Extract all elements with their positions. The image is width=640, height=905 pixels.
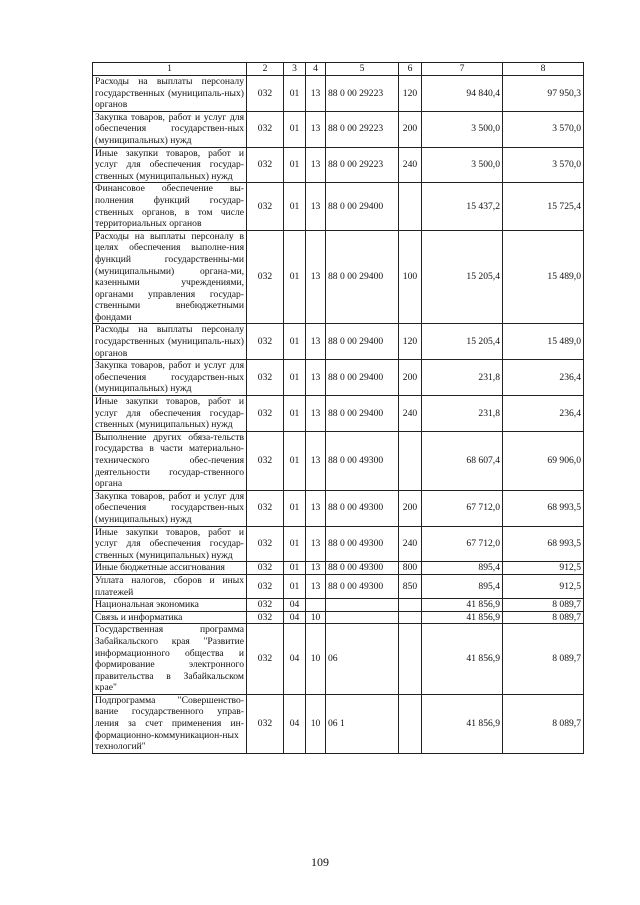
item-name: Закупка товаров, работ и услуг для обеспечения государствен-ных (муниципальных) нужд — [93, 111, 247, 147]
amount-year-1: 67 712,0 — [422, 526, 503, 562]
table-row — [93, 574, 584, 598]
table-row — [93, 111, 584, 147]
amount-year-1: 15 205,4 — [422, 324, 503, 360]
target-article-code — [326, 611, 399, 624]
amount-year-1: 67 712,0 — [422, 490, 503, 526]
target-article-code: 88 0 00 29400 — [326, 324, 399, 360]
target-article-code: 88 0 00 29400 — [326, 360, 399, 396]
section-code: 01 — [284, 76, 306, 112]
table-row — [93, 396, 584, 432]
amount-year-1: 3 500,0 — [422, 111, 503, 147]
ministry-code: 032 — [247, 490, 284, 526]
amount-year-1: 94 840,4 — [422, 76, 503, 112]
target-article-code: 88 0 00 49300 — [326, 526, 399, 562]
amount-year-1: 41 856,9 — [422, 599, 503, 612]
amount-year-1: 41 856,9 — [422, 611, 503, 624]
column-header: 4 — [306, 63, 326, 76]
subsection-code: 10 — [306, 694, 326, 753]
expense-type-code: 240 — [399, 396, 422, 432]
subsection-code — [306, 599, 326, 612]
target-article-code: 88 0 00 29400 — [326, 230, 399, 324]
table-row — [93, 611, 584, 624]
table-row — [93, 694, 584, 753]
ministry-code: 032 — [247, 624, 284, 695]
section-code: 01 — [284, 324, 306, 360]
subsection-code: 13 — [306, 183, 326, 230]
table-row — [93, 324, 584, 360]
table-row — [93, 360, 584, 396]
expense-type-code — [399, 599, 422, 612]
expense-type-code: 200 — [399, 111, 422, 147]
item-name: Национальная экономика — [93, 599, 247, 612]
table-row — [93, 562, 584, 575]
item-name: Иные закупки товаров, работ и услуг для обеспечения государ-ственных (муниципальных) нужд — [93, 147, 247, 183]
subsection-code: 10 — [306, 611, 326, 624]
expense-type-code — [399, 183, 422, 230]
target-article-code: 06 — [326, 624, 399, 695]
target-article-code: 06 1 — [326, 694, 399, 753]
target-article-code: 88 0 00 29223 — [326, 111, 399, 147]
target-article-code: 88 0 00 29223 — [326, 76, 399, 112]
subsection-code: 13 — [306, 76, 326, 112]
header-row — [93, 63, 584, 76]
expense-type-code — [399, 431, 422, 490]
expense-type-code: 240 — [399, 147, 422, 183]
amount-year-1: 68 607,4 — [422, 431, 503, 490]
target-article-code: 88 0 00 49300 — [326, 490, 399, 526]
section-code: 04 — [284, 599, 306, 612]
target-article-code: 88 0 00 29400 — [326, 396, 399, 432]
table-row — [93, 76, 584, 112]
expense-type-code: 850 — [399, 574, 422, 598]
item-name: Расходы на выплаты персоналу государственных (муниципаль-ных) органов — [93, 76, 247, 112]
amount-year-1: 41 856,9 — [422, 694, 503, 753]
subsection-code: 13 — [306, 431, 326, 490]
item-name: Расходы на выплаты персоналу государственных (муниципаль-ных) органов — [93, 324, 247, 360]
subsection-code: 10 — [306, 624, 326, 695]
section-code: 01 — [284, 147, 306, 183]
amount-year-2: 912,5 — [503, 562, 584, 575]
target-article-code: 88 0 00 49300 — [326, 574, 399, 598]
item-name: Иные закупки товаров, работ и услуг для обеспечения государ-ственных (муниципальных) нужд — [93, 526, 247, 562]
target-article-code: 88 0 00 49300 — [326, 431, 399, 490]
expense-type-code: 200 — [399, 490, 422, 526]
amount-year-1: 15 205,4 — [422, 230, 503, 324]
subsection-code: 13 — [306, 324, 326, 360]
amount-year-1: 231,8 — [422, 360, 503, 396]
ministry-code: 032 — [247, 230, 284, 324]
amount-year-1: 3 500,0 — [422, 147, 503, 183]
table-row — [93, 431, 584, 490]
expense-type-code — [399, 611, 422, 624]
amount-year-2: 15 489,0 — [503, 230, 584, 324]
ministry-code: 032 — [247, 599, 284, 612]
item-name: Закупка товаров, работ и услуг для обеспечения государствен-ных (муниципальных) нужд — [93, 490, 247, 526]
item-name: Финансовое обеспечение вы-полнения функций государ-ственных органов, в том числе территориальных органов — [93, 183, 247, 230]
column-header: 6 — [399, 63, 422, 76]
table-row — [93, 230, 584, 324]
item-name: Иные закупки товаров, работ и услуг для обеспечения государ-ственных (муниципальных) нужд — [93, 396, 247, 432]
section-code: 01 — [284, 396, 306, 432]
amount-year-2: 8 089,7 — [503, 611, 584, 624]
section-code: 01 — [284, 574, 306, 598]
amount-year-2: 8 089,7 — [503, 694, 584, 753]
expense-type-code: 100 — [399, 230, 422, 324]
table-row — [93, 526, 584, 562]
ministry-code: 032 — [247, 694, 284, 753]
section-code: 01 — [284, 183, 306, 230]
subsection-code: 13 — [306, 490, 326, 526]
table-row — [93, 490, 584, 526]
ministry-code: 032 — [247, 574, 284, 598]
section-code: 01 — [284, 111, 306, 147]
subsection-code: 13 — [306, 230, 326, 324]
target-article-code: 88 0 00 29223 — [326, 147, 399, 183]
table-row — [93, 624, 584, 695]
column-header: 2 — [247, 63, 284, 76]
ministry-code: 032 — [247, 360, 284, 396]
amount-year-1: 895,4 — [422, 562, 503, 575]
amount-year-2: 68 993,5 — [503, 526, 584, 562]
section-code: 04 — [284, 624, 306, 695]
expense-type-code: 800 — [399, 562, 422, 575]
table-row — [93, 599, 584, 612]
amount-year-2: 3 570,0 — [503, 111, 584, 147]
ministry-code: 032 — [247, 183, 284, 230]
item-name: Закупка товаров, работ и услуг для обеспечения государствен-ных (муниципальных) нужд — [93, 360, 247, 396]
column-header: 1 — [93, 63, 247, 76]
section-code: 04 — [284, 694, 306, 753]
section-code: 01 — [284, 230, 306, 324]
ministry-code: 032 — [247, 324, 284, 360]
amount-year-2: 15 725,4 — [503, 183, 584, 230]
page-number: 109 — [311, 855, 329, 869]
item-name: Государственная программа Забайкальского края "Развитие информационного общества и формирование электронного правительства в Забайкальском крае" — [93, 624, 247, 695]
amount-year-2: 912,5 — [503, 574, 584, 598]
subsection-code: 13 — [306, 574, 326, 598]
item-name: Подпрограмма "Совершенство-вание государственного управ-ления за счет применения ин-формационно-коммуникацион-ных технологий" — [93, 694, 247, 753]
target-article-code: 88 0 00 49300 — [326, 562, 399, 575]
subsection-code: 13 — [306, 147, 326, 183]
column-header: 3 — [284, 63, 306, 76]
amount-year-2: 69 906,0 — [503, 431, 584, 490]
subsection-code: 13 — [306, 396, 326, 432]
expense-type-code: 120 — [399, 76, 422, 112]
amount-year-2: 68 993,5 — [503, 490, 584, 526]
amount-year-2: 15 489,0 — [503, 324, 584, 360]
amount-year-2: 8 089,7 — [503, 624, 584, 695]
subsection-code: 13 — [306, 562, 326, 575]
amount-year-1: 231,8 — [422, 396, 503, 432]
item-name: Связь и информатика — [93, 611, 247, 624]
column-header: 5 — [326, 63, 399, 76]
section-code: 01 — [284, 490, 306, 526]
amount-year-1: 895,4 — [422, 574, 503, 598]
amount-year-2: 97 950,3 — [503, 76, 584, 112]
column-header: 8 — [503, 63, 584, 76]
amount-year-2: 3 570,0 — [503, 147, 584, 183]
section-code: 01 — [284, 431, 306, 490]
section-code: 01 — [284, 360, 306, 396]
subsection-code: 13 — [306, 111, 326, 147]
subsection-code: 13 — [306, 526, 326, 562]
expense-type-code: 120 — [399, 324, 422, 360]
ministry-code: 032 — [247, 526, 284, 562]
ministry-code: 032 — [247, 76, 284, 112]
item-name: Уплата налогов, сборов и иных платежей — [93, 574, 247, 598]
ministry-code: 032 — [247, 111, 284, 147]
expense-type-code: 240 — [399, 526, 422, 562]
table-body — [93, 63, 584, 754]
item-name: Выполнение других обяза-тельств государства в части материально-технического обес-печения деятельности государ-ственного органа — [93, 431, 247, 490]
target-article-code: 88 0 00 29400 — [326, 183, 399, 230]
expense-type-code — [399, 694, 422, 753]
amount-year-1: 15 437,2 — [422, 183, 503, 230]
target-article-code — [326, 599, 399, 612]
ministry-code: 032 — [247, 147, 284, 183]
amount-year-1: 41 856,9 — [422, 624, 503, 695]
section-code: 01 — [284, 562, 306, 575]
section-code: 01 — [284, 526, 306, 562]
ministry-code: 032 — [247, 562, 284, 575]
ministry-code: 032 — [247, 396, 284, 432]
ministry-code: 032 — [247, 431, 284, 490]
expense-type-code: 200 — [399, 360, 422, 396]
table-row — [93, 183, 584, 230]
table-row — [93, 147, 584, 183]
column-header: 7 — [422, 63, 503, 76]
amount-year-2: 236,4 — [503, 396, 584, 432]
section-code: 04 — [284, 611, 306, 624]
ministry-code: 032 — [247, 611, 284, 624]
amount-year-2: 8 089,7 — [503, 599, 584, 612]
item-name: Иные бюджетные ассигнования — [93, 562, 247, 575]
subsection-code: 13 — [306, 360, 326, 396]
budget-table — [92, 62, 584, 754]
expense-type-code — [399, 624, 422, 695]
amount-year-2: 236,4 — [503, 360, 584, 396]
item-name: Расходы на выплаты персоналу в целях обеспечения выполне-ния функций государственны-ми (муниципальными) органа-ми, казенными учреждениями, органами управления государ-ственными внебюджетными фондами — [93, 230, 247, 324]
